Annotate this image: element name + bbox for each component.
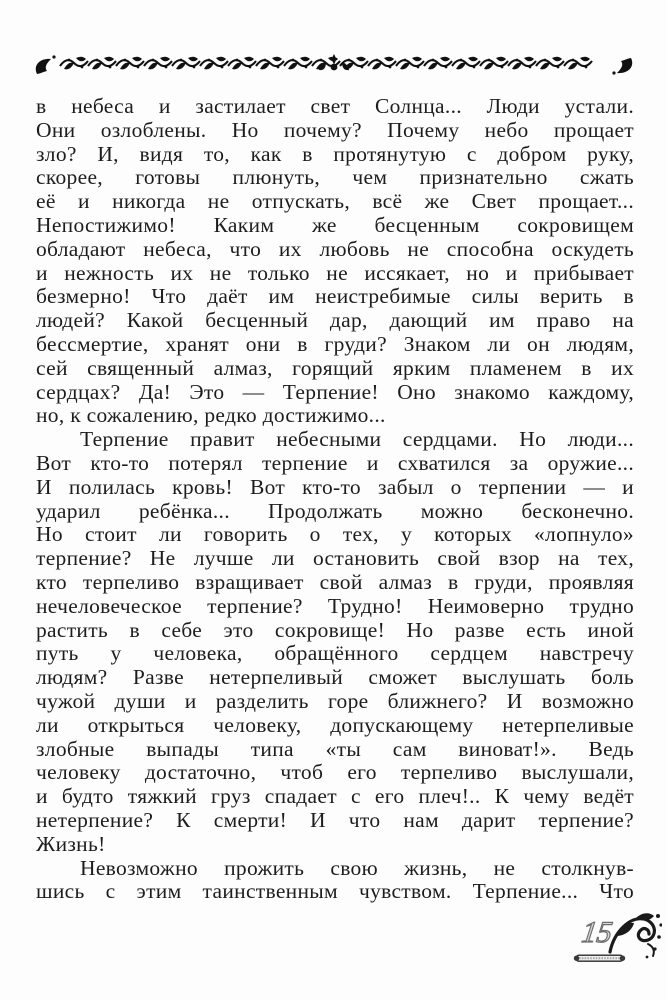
floral-garland-ornament bbox=[34, 52, 634, 78]
text-line: путь у человека, обращённого сердцем навстречу bbox=[36, 641, 634, 666]
text-line: Терпение правит небесными сердцами. Но люди... bbox=[80, 427, 634, 452]
text-line: её и никогда не отпускать, всё же Свет прощает... bbox=[36, 189, 634, 214]
text-line: зло? И, видя то, как в протянутую с добром руку, bbox=[36, 141, 634, 166]
text-line: ударил ребёнка... Продолжать можно бесконечно. bbox=[36, 498, 634, 523]
text-line: Невозможно прожить свою жизнь, не столкнув- bbox=[80, 855, 634, 880]
text-line: нечеловеческое терпение? Трудно! Неимоверно трудно bbox=[36, 593, 634, 618]
text-line: кто терпеливо взращивает свой алмаз в груди, проявляя bbox=[36, 569, 634, 594]
text-line: и нежность их не только не иссякает, но и прибывает bbox=[36, 260, 634, 285]
text-line: сердцах? Да! Это — Терпение! Оно знакомо каждому, bbox=[36, 379, 634, 404]
text-line: обладают небеса, что их любовь не способна оскудеть bbox=[36, 236, 634, 261]
text-line: и будто тяжкий груз спадает с его плеч!.. К чему ведёт bbox=[36, 784, 634, 809]
paragraph bbox=[36, 95, 634, 428]
text-line: бессмертие, хранят они в груди? Знаком ли он людям, bbox=[36, 331, 634, 356]
text-line: чужой души и разделить горе ближнего? И возможно bbox=[36, 688, 634, 713]
text-line: людям? Разве нетерпеливый сможет выслушать боль bbox=[36, 665, 634, 690]
text-line: ли открыться человеку, допускающему нетерпеливые bbox=[36, 712, 634, 737]
text-line: Вот кто-то потерял терпение и схватился за оружие... bbox=[36, 450, 634, 475]
paragraph bbox=[36, 857, 634, 905]
text-line: человеку достаточно, чтоб его терпеливо выслушали, bbox=[36, 760, 634, 785]
text-line: Но стоит ли говорить о тех, у которых «лопнуло» bbox=[36, 522, 634, 547]
text-line: шись с этим таинственным чувством. Терпение... Что bbox=[36, 879, 634, 904]
text-line: в небеса и застилает свет Солнца... Люди устали. bbox=[36, 94, 634, 118]
text-line: безмерно! Что даёт им неистребимые силы верить в bbox=[36, 284, 634, 309]
text-line: И полилась кровь! Вот кто-то забыл о терпении — и bbox=[36, 474, 634, 499]
text-line: терпение? Не лучше ли остановить свой взор на тех, bbox=[36, 546, 634, 571]
text-line: злобные выпады типа «ты сам виноват!». Ведь bbox=[36, 736, 634, 761]
text-line: Они озлоблены. Но почему? Почему небо прощает bbox=[36, 117, 634, 142]
paragraph bbox=[36, 428, 634, 856]
text-line: но, к сожалению, редко достижимо... bbox=[36, 403, 386, 428]
rule-bar-ornament bbox=[572, 953, 630, 964]
text-line: людей? Какой бесценный дар, дающий им право на bbox=[36, 308, 634, 333]
body-text bbox=[36, 95, 634, 904]
text-line: нетерпение? К смерти! И что нам дарит терпение? bbox=[36, 807, 634, 832]
text-line: Непостижимо! Каким же бесценным сокровищем bbox=[36, 212, 634, 237]
text-line: Жизнь! bbox=[36, 831, 106, 856]
page-footer bbox=[570, 910, 664, 968]
text-line: скорее, готовы плюнуть, чем признательно сжать bbox=[36, 165, 634, 190]
text-line: сей священный алмаз, горящий ярким пламенем в их bbox=[36, 355, 634, 380]
page-number: 15 bbox=[579, 916, 615, 949]
text-line: растить в себе это сокровище! Но разве есть иной bbox=[36, 617, 634, 642]
